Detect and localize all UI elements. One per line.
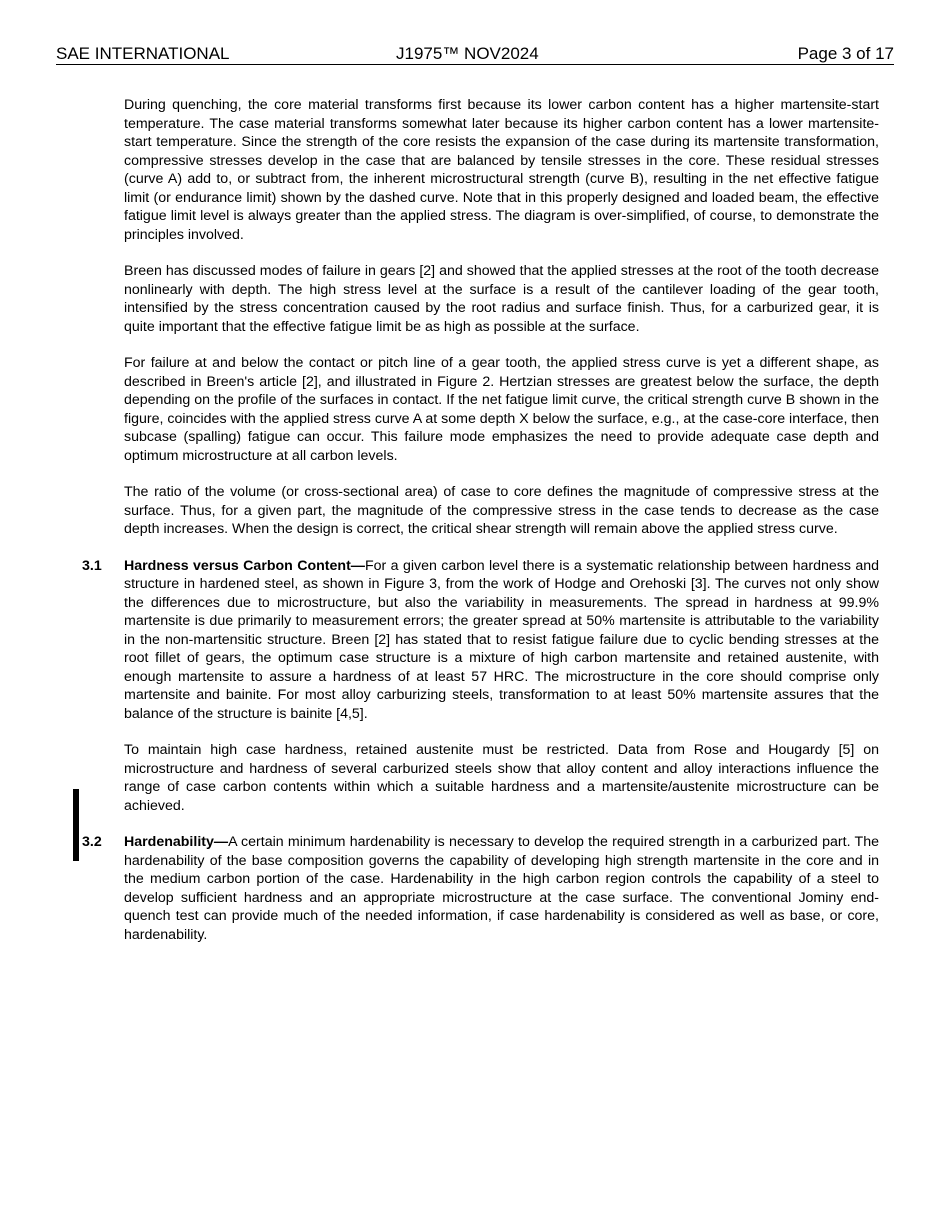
section-text: For a given carbon level there is a systematic relationship between hardness and structure in hardened steel, as shown in Figure 3, from the work of Hodge and Orehoski [3]. The curves not only show the differences due to microstructure, but also the variability in measurements. The spread in hardness at 99.9% martensite is due primarily to measurement errors; the greater spread at 50% martensite is attributable to the variability in the non-martensitic structure. Breen [2] has stated that to resist fatigue failure due to cyclic bending stresses at the root fillet of gears, the optimum case structure is a mixture of high carbon martensite and retained austenite, with enough martensite to assure a hardness of at least 57 HRC. The microstructure in the core should comprise only martensite and bainite. For most alloy carburizing steels, transformation to at least 50% martensite assures that the balance of the structure is bainite [4,5]. — [124, 557, 879, 722]
section-number: 3.1 — [82, 557, 102, 574]
section-title: Hardness versus Carbon Content— — [124, 557, 365, 574]
section-paragraph — [124, 833, 879, 944]
section-3-2 — [82, 833, 879, 944]
header-document-id: J1975™ NOV2024 — [396, 44, 539, 63]
document-body — [82, 96, 879, 962]
body-paragraph-1: During quenching, the core material transforms first because its lower carbon content has a higher martensite-start temperature. The case material transforms somewhat later because its higher carbon content has a lower martensite-start temperature. Since the strength of the core resists the expansion of the case during its martensite transformation, compressive stresses develop in the case that are balanced by tensile stresses in the core. These residual stresses (curve A) add to, or subtract from, the inherent microstructural strength (curve B), resulting in the net effective fatigue limit (or endurance limit) shown by the dashed curve. Note that in this properly designed and loaded beam, the effective fatigue limit level is always greater than the applied stress. The diagram is over-simplified, of course, to demonstrate the principles involved. — [124, 97, 879, 243]
section-3-1 — [82, 557, 879, 816]
header-organization: SAE INTERNATIONAL — [56, 44, 230, 63]
body-paragraph-2: Breen has discussed modes of failure in gears [2] and showed that the applied stresses at the root of the tooth decrease nonlinearly with depth. The high stress level at the surface is a result of the cantilever loading of the gear tooth, intensified by the stress concentration caused by the root radius and surface finish. Thus, for a carburized gear, it is quite important that the effective fatigue limit be as high as possible at the surface. — [124, 263, 879, 335]
section-number: 3.2 — [82, 834, 102, 850]
revision-change-bar — [73, 789, 79, 861]
page-header — [56, 44, 894, 65]
section-followup-paragraph: To maintain high case hardness, retained austenite must be restricted. Data from Rose and Hougardy [5] on microstructure and hardness of several carburized steels show that alloy content and alloy interactions influence the range of case carbon contents within which a suitable hardness and a martensite/austenite microstructure can be achieved. — [124, 742, 879, 814]
body-paragraph-4: The ratio of the volume (or cross-sectional area) of case to core defines the magnitude of compressive stress at the surface. Thus, for a given part, the magnitude of the compressive stress in the case tends to decrease as the case depth increases. When the design is correct, the critical shear strength will remain above the applied stress curve. — [124, 484, 879, 537]
header-page-number: Page 3 of 17 — [797, 44, 894, 63]
section-paragraph — [124, 557, 879, 724]
body-paragraph-3: For failure at and below the contact or pitch line of a gear tooth, the applied stress curve is yet a different shape, as described in Breen's article [2], and illustrated in Figure 2. Hertzian stresses are greatest below the surface, the depth depending on the profile of the surfaces in contact. If the net fatigue limit curve, the critical strength curve B shown in the figure, coincides with the applied stress curve A at some depth X below the surface, e.g., at the case-core interface, then subcase (spalling) fatigue can occur. This failure mode emphasizes the need to provide adequate case depth and optimum microstructure at all carbon levels. — [124, 355, 879, 464]
section-text: A certain minimum hardenability is necessary to develop the required strength in a carburized part. The hardenability of the base composition governs the capability of developing high strength martensite in the core and in the medium carbon portion of the case. Hardenability in the high carbon region controls the capability of a steel to develop sufficient hardness and an appropriate microstructure at the case surface. The conventional Jominy end-quench test can provide much of the needed information, if case hardenability is considered as well as base, or core, hardenability. — [124, 834, 879, 943]
section-title: Hardenability— — [124, 834, 229, 850]
